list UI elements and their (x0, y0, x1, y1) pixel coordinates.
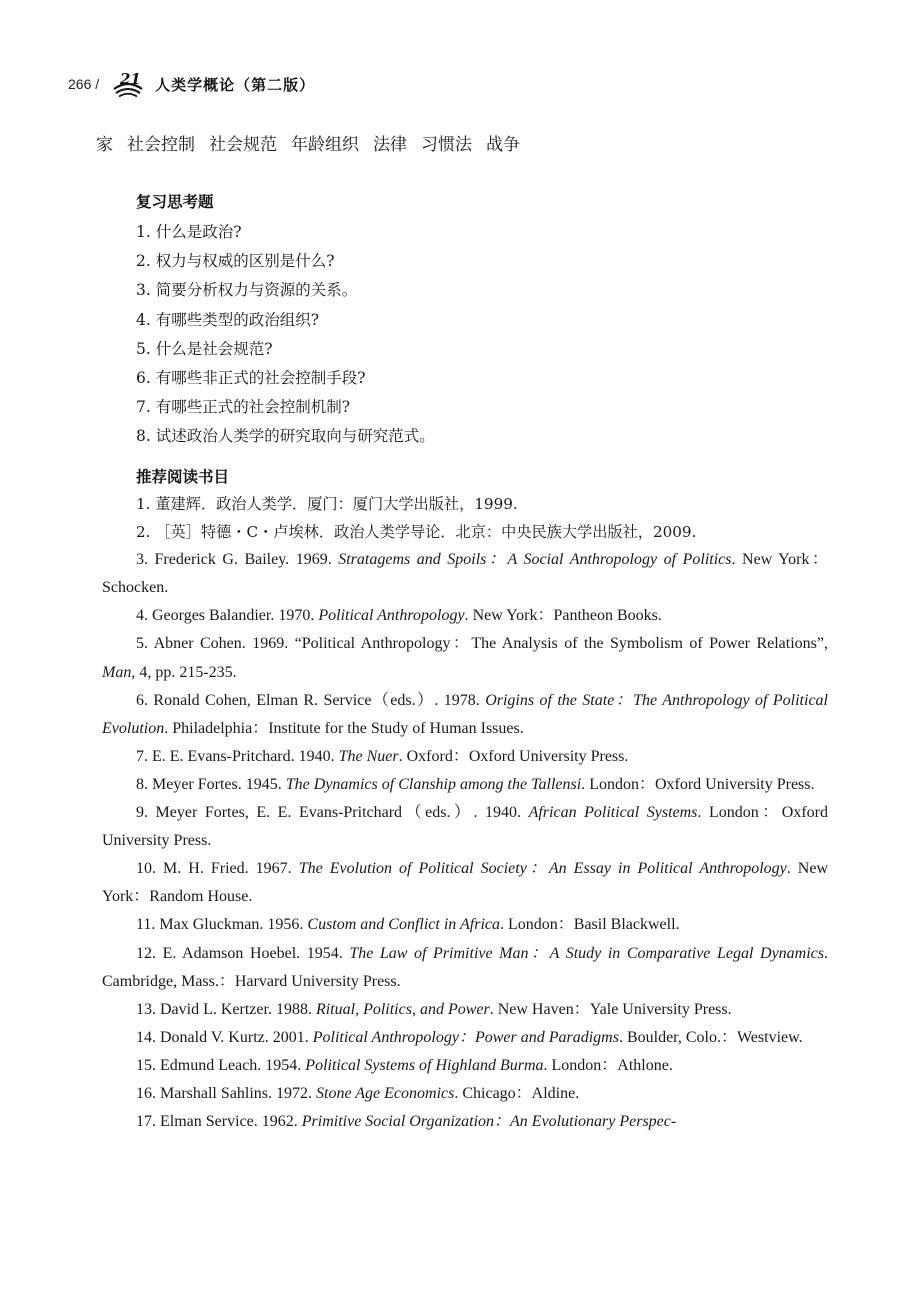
reference-item: 8. Meyer Fortes. 1945. The Dynamics of Clanship among the Tallensi. London：Oxford University Press. (136, 775, 815, 793)
reference-item: 12. E. Adamson Hoebel. 1954. The Law of Primitive Man：A Study in Comparative Legal Dynamics. Cambridge, Mass.：Harvard University Press. (102, 944, 828, 990)
question-item: 1. 什么是政治? (136, 223, 242, 241)
reference-item: 3. Frederick G. Bailey. 1969. Stratagems and Spoils：A Social Anthropology of Politics. New York：Schocken. (102, 551, 828, 597)
reference-item: 7. E. E. Evans-Pritchard. 1940. The Nuer. Oxford：Oxford University Press. (136, 747, 629, 765)
svg-text:21: 21 (120, 70, 142, 88)
key-term: 社会规范 (209, 135, 277, 155)
reference-item: 16. Marshall Sahlins. 1972. Stone Age Economics. Chicago：Aldine. (136, 1084, 580, 1102)
question-item: 6. 有哪些非正式的社会控制手段? (136, 369, 366, 388)
reference-item: 10. M. H. Fried. 1967. The Evolution of Political Society：An Essay in Political Anthropology. New York：Random House. (102, 860, 828, 906)
reading-list (102, 490, 828, 1136)
book-title: 人类学概论（第二版） (155, 75, 316, 94)
page-number: 266 / (68, 76, 100, 92)
reference-item: 15. Edmund Leach. 1954. Political Systems of Highland Burma. London：Athlone. (136, 1056, 673, 1074)
question-item: 4. 有哪些类型的政治组织? (136, 310, 320, 329)
key-term: 战争 (486, 135, 520, 155)
reference-item: 17. Elman Service. 1962. Primitive Social Organization：An Evolutionary Perspec- (136, 1113, 677, 1131)
publisher-logo-icon (111, 69, 145, 99)
key-term: 家 (96, 135, 113, 155)
reference-item: 6. Ronald Cohen, Elman R. Service（eds.）. 1978. Origins of the State：The Anthropology of Political Evolution. Philadelphia：Institute for the Study of Human Issues. (102, 691, 828, 737)
running-header (68, 66, 315, 102)
key-term: 法律 (373, 135, 407, 155)
question-item: 7. 有哪些正式的社会控制机制? (136, 398, 351, 417)
key-terms (96, 130, 520, 155)
reference-item: 11. Max Gluckman. 1956. Custom and Conflict in Africa. London：Basil Blackwell. (136, 916, 680, 934)
reference-item: 5. Abner Cohen. 1969. “Political Anthropology：The Analysis of the Symbolism of Power Relations”, Man, 4, pp. 215-235. (102, 635, 829, 681)
question-item: 3. 简要分析权力与资源的关系。 (136, 281, 358, 300)
question-item: 5. 什么是社会规范? (136, 339, 273, 358)
reference-item: 13. David L. Kertzer. 1988. Ritual, Politics, and Power. New Haven：Yale University Press. (136, 1000, 732, 1018)
reference-item: 2. ［英］特德・C・卢埃林．政治人类学导论．北京：中央民族大学出版社，2009. (136, 523, 697, 542)
recommended-reading-heading: 推荐阅读书目 (136, 468, 230, 486)
review-questions-list (136, 218, 435, 452)
question-item: 2. 权力与权威的区别是什么? (136, 252, 335, 271)
key-term: 习惯法 (421, 135, 472, 155)
key-term: 社会控制 (127, 135, 195, 155)
question-item: 8. 试述政治人类学的研究取向与研究范式。 (136, 427, 435, 446)
review-questions-heading: 复习思考题 (136, 193, 214, 211)
reference-item: 14. Donald V. Kurtz. 2001. Political Anthropology：Power and Paradigms. Boulder, Colo.：Westview. (136, 1028, 803, 1046)
reference-item: 9. Meyer Fortes, E. E. Evans-Pritchard（eds.）. 1940. African Political Systems. London：Oxford University Press. (102, 804, 828, 850)
key-term: 年龄组织 (291, 135, 359, 155)
reference-item: 4. Georges Balandier. 1970. Political Anthropology. New York：Pantheon Books. (136, 607, 662, 625)
reference-item: 1. 董建辉．政治人类学．厦门：厦门大学出版社，1999. (136, 495, 518, 513)
